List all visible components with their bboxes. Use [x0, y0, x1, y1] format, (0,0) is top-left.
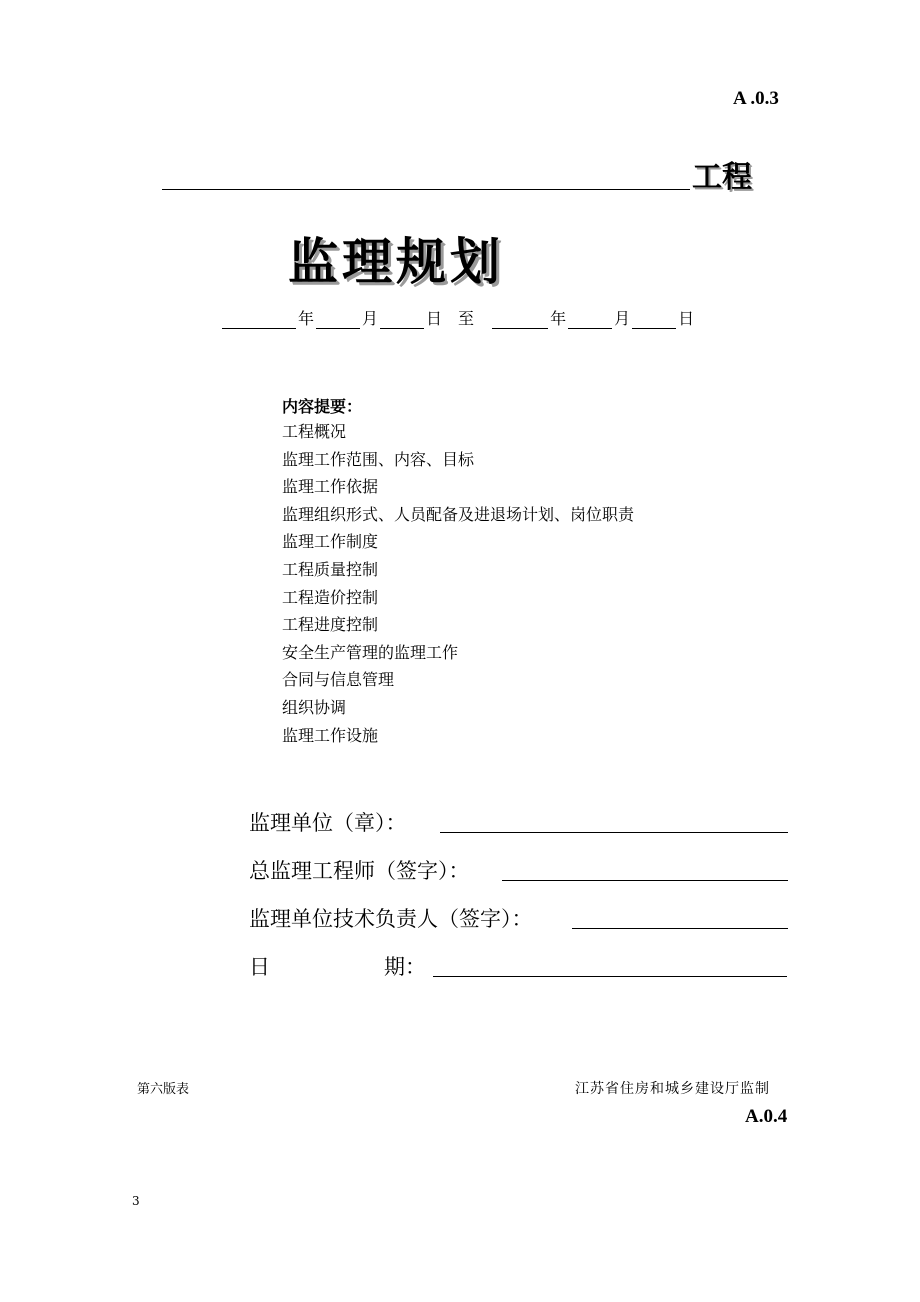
list-item: 监理组织形式、人员配备及进退场计划、岗位职责 — [282, 504, 635, 524]
date-line — [433, 976, 787, 977]
date-label-1: 日 — [249, 955, 270, 979]
edition-note: 第六版表 — [137, 1082, 190, 1097]
end-year-blank — [492, 312, 548, 329]
supervision-unit-line — [440, 832, 788, 833]
list-item: 监理工作依据 — [282, 477, 379, 497]
form-code-top: A .0.3 — [733, 88, 779, 109]
project-title-line — [160, 152, 760, 196]
list-item: 安全生产管理的监理工作 — [282, 642, 459, 662]
end-month-blank — [568, 312, 612, 329]
list-item: 工程进度控制 — [282, 615, 379, 635]
list-item: 工程造价控制 — [282, 587, 379, 607]
project-name-blank — [162, 189, 690, 190]
start-year-label: 年 — [298, 309, 315, 328]
end-day-blank — [632, 312, 676, 329]
start-year-blank — [222, 312, 296, 329]
end-month-label: 月 — [614, 309, 631, 328]
list-item: 工程质量控制 — [282, 559, 379, 579]
chief-engineer-line — [502, 880, 788, 881]
start-month-blank — [316, 312, 360, 329]
list-item: 监理工作设施 — [282, 725, 379, 745]
start-month-label: 月 — [362, 309, 379, 328]
list-item: 监理工作制度 — [282, 532, 379, 552]
project-title-suffix: 工程 — [692, 160, 752, 195]
start-day-blank — [380, 312, 424, 329]
summary-list — [282, 420, 634, 751]
document-title: 监理规划 — [288, 233, 504, 291]
date-label-2: 期： — [384, 955, 426, 979]
list-item: 组织协调 — [282, 697, 347, 717]
list-item: 合同与信息管理 — [282, 670, 395, 690]
issuer-note: 江苏省住房和城乡建设厅监制 — [575, 1081, 770, 1097]
list-item: 监理工作范围、内容、目标 — [282, 449, 475, 469]
supervision-unit-label: 监理单位（章）： — [249, 811, 407, 835]
tech-lead-label: 监理单位技术负责人（签字）： — [249, 907, 533, 931]
tech-lead-line — [572, 928, 788, 929]
date-range — [222, 306, 696, 329]
start-day-label: 日 — [426, 309, 443, 328]
end-day-label: 日 — [678, 309, 695, 328]
page-number: 3 — [132, 1194, 140, 1208]
list-item: 工程概况 — [282, 422, 347, 441]
form-code-bottom: A.0.4 — [745, 1106, 788, 1127]
date-separator: 至 — [458, 309, 475, 328]
summary-heading: 内容提要： — [282, 397, 363, 416]
end-year-label: 年 — [550, 309, 567, 328]
chief-engineer-label: 总监理工程师（签字）： — [249, 859, 470, 883]
